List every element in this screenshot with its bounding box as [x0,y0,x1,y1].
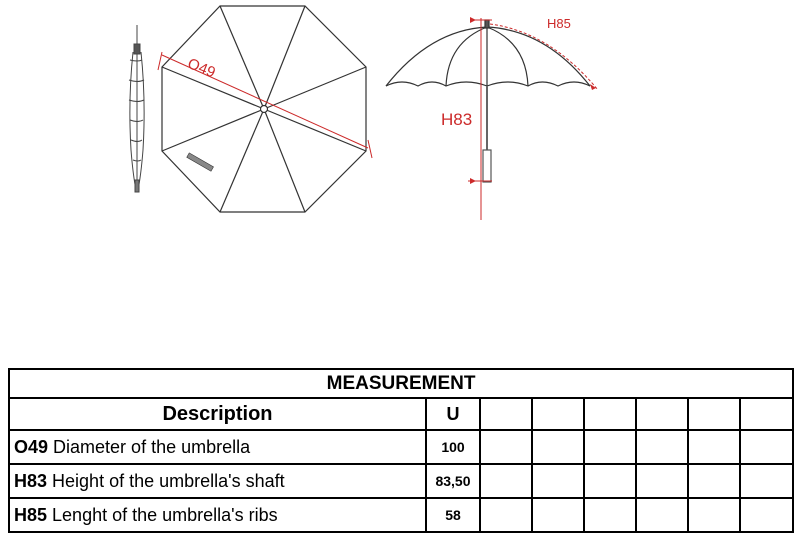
empty-cell [740,430,793,464]
empty-cell [584,430,636,464]
measurement-table-container [8,368,792,533]
empty-cell [740,464,793,498]
row-value: 100 [426,430,480,464]
folded-umbrella-icon [129,25,144,192]
header-unit: U [426,398,480,430]
umbrella-top-view [162,6,366,212]
empty-cell [636,498,688,532]
empty-cell [584,498,636,532]
row-code: H85 [14,504,48,525]
row-text: Lenght of the umbrella's ribs [47,504,278,525]
empty-cell [688,430,740,464]
diameter-label: O49 [185,55,218,82]
empty-cell [636,398,688,430]
measurement-table [8,368,794,533]
header-description: Description [9,398,426,430]
empty-cell [636,464,688,498]
empty-cell [584,398,636,430]
table-title: MEASUREMENT [9,369,793,398]
empty-cell [532,398,584,430]
empty-cell [532,464,584,498]
empty-cell [740,498,793,532]
empty-cell [740,398,793,430]
row-description [9,464,426,498]
empty-cell [480,464,532,498]
empty-cell [532,430,584,464]
empty-cell [636,430,688,464]
empty-cell [688,464,740,498]
umbrella-side-view [386,20,590,182]
height-label: H83 [441,110,473,129]
row-description [9,498,426,532]
row-code: O49 [14,436,49,457]
row-code: H83 [14,470,48,491]
empty-cell [584,464,636,498]
row-description [9,430,426,464]
empty-cell [688,498,740,532]
empty-cell [532,498,584,532]
empty-cell [480,498,532,532]
empty-cell [480,398,532,430]
ribs-label: H85 [547,16,571,31]
empty-cell [480,430,532,464]
table-row [9,498,793,532]
empty-cell [688,398,740,430]
row-value: 58 [426,498,480,532]
row-value: 83,50 [426,464,480,498]
row-text: Height of the umbrella's shaft [47,470,285,491]
row-text: Diameter of the umbrella [48,436,251,457]
table-row [9,430,793,464]
table-row [9,464,793,498]
